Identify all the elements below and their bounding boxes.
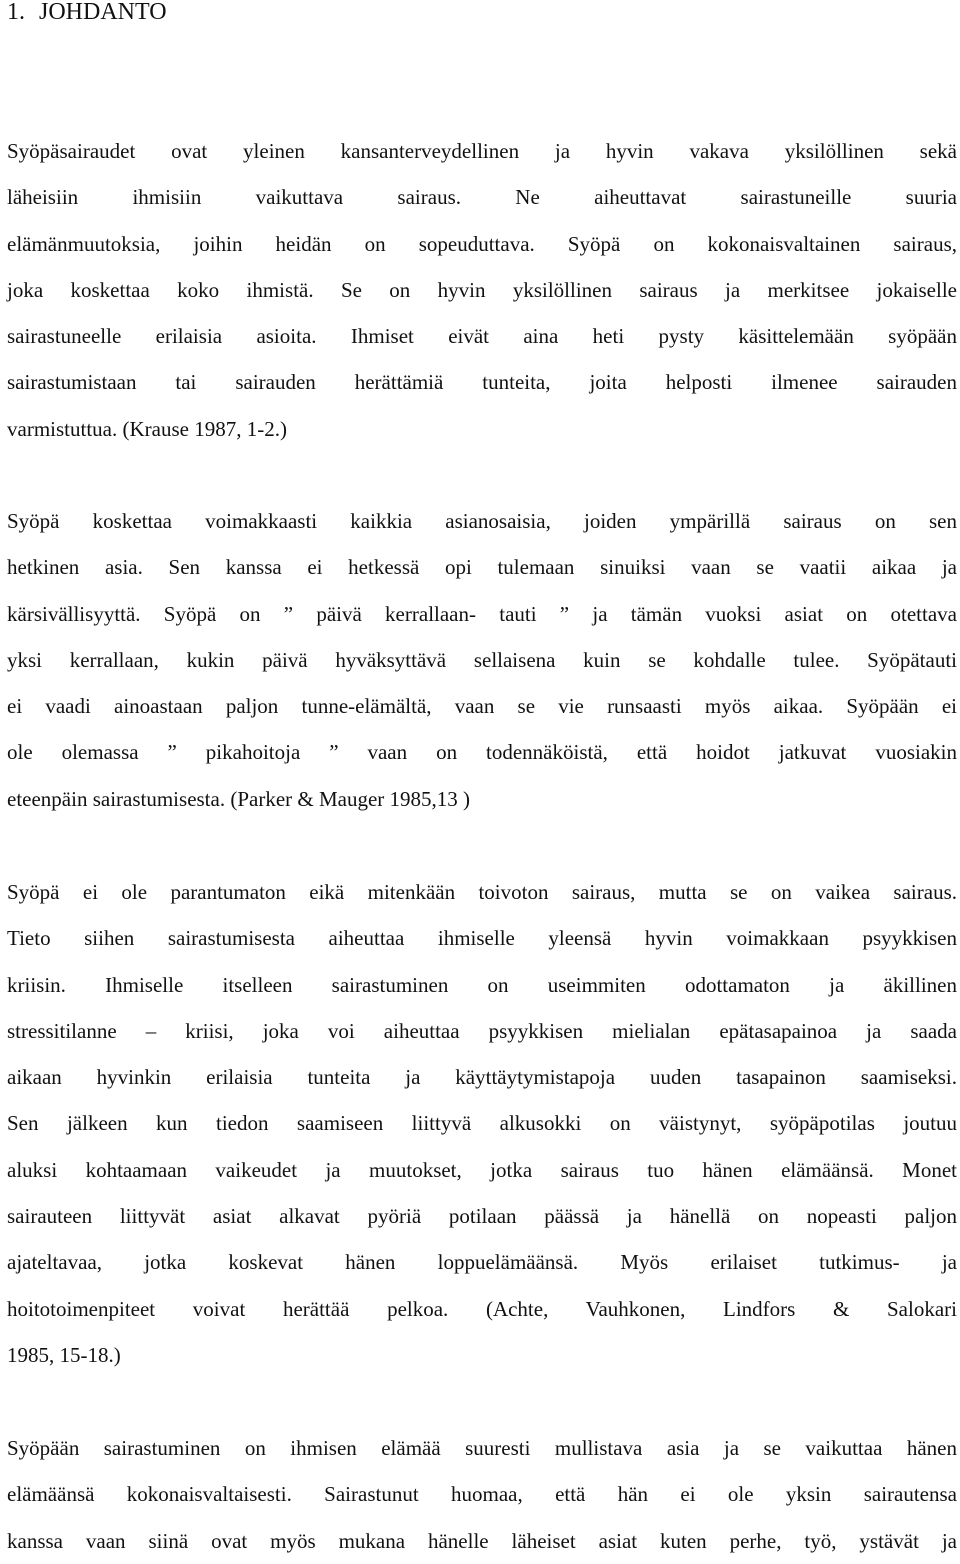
- text-line: ole olemassa ” pikahoitoja ” vaan on todennäköistä, että hoidot jatkuvat vuosiakin: [7, 740, 957, 765]
- paragraph-1: [7, 128, 957, 452]
- text-line: hoitotoimenpiteet voivat herättää pelkoa. (Achte, Vauhkonen, Lindfors & Salokari: [7, 1296, 957, 1321]
- text-line: Syöpäsairaudet ovat yleinen kansanterveydellinen ja hyvin vakava yksilöllinen sekä: [7, 139, 957, 163]
- text-line: Tieto siihen sairastumisesta aiheuttaa ihmiselle yleensä hyvin voimakkaan psyykkisen: [7, 926, 957, 951]
- paragraph-3: [7, 869, 957, 1378]
- text-line: eteenpäin sairastumisesta. (Parker & Mauger 1985,13 ): [7, 786, 471, 811]
- text-line: Sen jälkeen kun tiedon saamiseen liittyvä alkusokki on väistynyt, syöpäpotilas joutuu: [7, 1111, 957, 1136]
- text-line: varmistuttua. (Krause 1987, 1-2.): [7, 416, 287, 441]
- text-line: Syöpä ei ole parantumaton eikä mitenkään toivoton sairaus, mutta se on vaikea sairaus.: [7, 880, 957, 904]
- text-line: sairauteen liittyvät asiat alkavat pyöriä potilaan päässä ja hänellä on nopeasti paljon: [7, 1204, 957, 1229]
- text-line: kärsivällisyyttä. Syöpä on ” päivä kerrallaan- tauti ” ja tämän vuoksi asiat on otettava: [7, 601, 957, 626]
- chapter-title: JOHDANTO: [39, 0, 167, 25]
- chapter-number: 1.: [7, 0, 25, 25]
- text-line: 1985, 15-18.): [7, 1342, 121, 1367]
- text-line: läheisiin ihmisiin vaikuttava sairaus. Ne aiheuttavat sairastuneille suuria: [7, 185, 957, 210]
- text-line: kanssa vaan siinä ovat myös mukana hänelle läheiset asiat kuten perhe, työ, ystävät ja: [7, 1528, 957, 1553]
- text-line: ajateltavaa, jotka koskevat hänen loppuelämäänsä. Myös erilaiset tutkimus- ja: [7, 1250, 957, 1275]
- text-line: aluksi kohtaamaan vaikeudet ja muutokset, jotka sairaus tuo hänen elämäänsä. Monet: [7, 1157, 957, 1182]
- text-line: Syöpään sairastuminen on ihmisen elämää suuresti mullistava asia ja se vaikuttaa hänen: [7, 1436, 957, 1460]
- text-line: stressitilanne – kriisi, joka voi aiheuttaa psyykkisen mielialan epätasapainoa ja saada: [7, 1018, 957, 1043]
- text-line: ei vaadi ainoastaan paljon tunne-elämältä, vaan se vie runsaasti myös aikaa. Syöpään ei: [7, 694, 957, 719]
- text-line: joka koskettaa koko ihmistä. Se on hyvin yksilöllinen sairaus ja merkitsee jokaiselle: [7, 277, 957, 302]
- text-line: sairastuneelle erilaisia asioita. Ihmiset eivät aina heti pysty käsittelemään syöpään: [7, 324, 957, 349]
- text-line: yksi kerrallaan, kukin päivä hyväksyttävä sellaisena kuin se kohdalle tulee. Syöpätauti: [7, 647, 957, 672]
- paragraph-2: [7, 498, 957, 822]
- text-line: elämäänsä kokonaisvaltaisesti. Sairastunut huomaa, että hän ei ole yksin sairautensa: [7, 1482, 957, 1507]
- text-line: Syöpä koskettaa voimakkaasti kaikkia asianosaisia, joiden ympärillä sairaus on sen: [7, 509, 957, 533]
- text-line: elämänmuutoksia, joihin heidän on sopeuduttava. Syöpä on kokonaisvaltainen sairaus,: [7, 231, 957, 256]
- text-line: aikaan hyvinkin erilaisia tunteita ja käyttäytymistapoja uuden tasapainon saamiseksi.: [7, 1065, 957, 1090]
- text-line: sairastumistaan tai sairauden herättämiä tunteita, joita helposti ilmenee sairauden: [7, 370, 957, 395]
- text-line: hetkinen asia. Sen kanssa ei hetkessä opi tulemaan sinuiksi vaan se vaatii aikaa ja: [7, 555, 957, 580]
- text-line: kriisin. Ihmiselle itselleen sairastuminen on useimmiten odottamaton ja äkillinen: [7, 972, 957, 997]
- paragraph-4: [7, 1425, 957, 1564]
- chapter-heading: [7, 0, 167, 28]
